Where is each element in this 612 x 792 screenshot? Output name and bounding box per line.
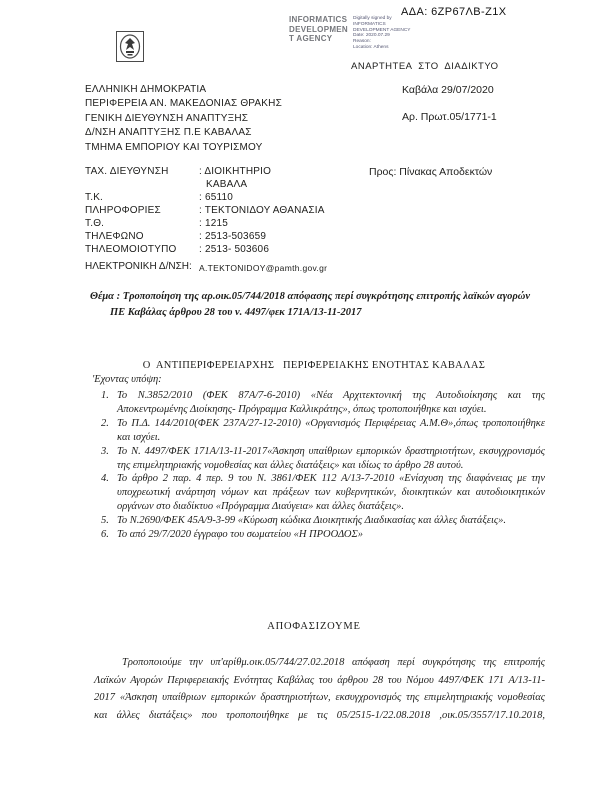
- authority-line: ΤΜΗΜΑ ΕΜΠΟΡΙΟΥ ΚΑΙ ΤΟΥΡΙΣΜΟΥ: [85, 141, 263, 153]
- stamp-detail-line: Date: 2020.07.29: [353, 33, 390, 39]
- legal-basis-list: [101, 389, 545, 542]
- list-item-number: 4.: [101, 473, 109, 485]
- contact-row: [85, 178, 325, 191]
- ada-number: ΑΔΑ: 6ΖΡ67ΛΒ-Ζ1Χ: [401, 6, 507, 18]
- decision-heading: ΑΠΟΦΑΣΙΖΟΥΜΕ: [267, 621, 361, 632]
- email-address: A.TEKTONIDOY@pamth.gov.gr: [199, 263, 328, 273]
- contact-label: Τ.Κ.: [85, 192, 104, 203]
- email-label: ΗΛΕΚΤΡΟΝΙΚΗ Δ/ΝΣΗ:: [85, 261, 192, 272]
- list-item-number: 6.: [101, 529, 109, 541]
- contact-value: : ΔΙΟΙΚΗΤΗΡΙΟ: [199, 166, 272, 177]
- stamp-detail-line: Reason:: [353, 39, 371, 45]
- authority-line: ΕΛΛΗΝΙΚΗ ΔΗΜΟΚΡΑΤΙΑ: [85, 84, 207, 95]
- list-item: [101, 514, 545, 528]
- contact-value: : 2513- 503606: [199, 244, 270, 255]
- list-item: [101, 389, 545, 417]
- having-regard-heading: 'Εχοντας υπόψη:: [92, 374, 162, 385]
- list-item: [101, 445, 545, 473]
- protocol-number: Αρ. Πρωτ.05/1771-1: [402, 111, 497, 123]
- stamp-agency-line: DEVELOPMEN: [289, 24, 349, 34]
- issuing-authority-block: [85, 83, 282, 155]
- contact-label: ΠΛΗΡΟΦΟΡΙΕΣ: [85, 205, 161, 216]
- list-item: [101, 472, 545, 514]
- authority-line: Δ/ΝΣΗ ΑΝΑΠΤΥΞΗΣ Π.Ε ΚΑΒΑΛΑΣ: [85, 127, 252, 139]
- stamp-agency-line: T AGENCY: [289, 34, 333, 43]
- list-item-text: Το Ν. 4497/ΦΕΚ 171Α/13-11-2017«Άσκηση υπαίθριων εμπορικών δραστηριοτήτων, εκσυγχρονισμός της επιμελητηριακής νομοθεσίας και άλλες διατάξεις» και ιδίως το άρθρο 28 αυτού.: [117, 445, 545, 471]
- email-row: [85, 261, 327, 273]
- recipient-line: Προς: Πίνακας Αποδεκτών: [369, 166, 493, 178]
- list-item-text: Το από 29/7/2020 έγγραφο του σωματείου «Η ΠΡΟΟΔΟΣ»: [117, 529, 363, 541]
- list-item-number: 2.: [101, 417, 109, 429]
- contact-row: [85, 165, 325, 178]
- list-item: [101, 528, 545, 542]
- contact-label: [85, 178, 199, 191]
- contact-row: [85, 217, 325, 230]
- decision-paragraph: Τροποποιούμε την υπ'αρίθμ.οικ.05/744/27.02.2018 απόφαση περί συγκρότησης της επιτροπής Λαϊκών Αγορών Περιφερειακής Ενότητας Καβάλας του άρθρου 28 του Νόμου 4497/ΦΕΚ 171 Α/13-11-2017 «Άσκηση υπαίθριων εμπορικών δραστηριοτήτων, εκσυγχρονισμός της επιμελητηριακής νομοθεσίας και άλλες διατάξεις» που τροποποιήθηκε με τις 05/2515-1/22.08.2018 ,οικ.05/3557/17.10.2018,: [94, 657, 545, 721]
- list-item-text: Το Π.Δ. 144/2010(ΦΕΚ 237Α/27-12-2010) «Οργανισμός Περιφέρειας Α.Μ.Θ»,όπως τροποποιήθηκε και ισχύει.: [117, 417, 545, 443]
- stamp-agency-name: [289, 15, 348, 51]
- contact-label: ΤΗΛΕΦΩΝΟ: [85, 231, 144, 242]
- web-posting-notice: ΑΝΑΡΤΗΤΕΑ ΣΤΟ ΔΙΑΔΙΚΤΥΟ: [351, 61, 499, 72]
- place-and-date: Καβάλα 29/07/2020: [402, 84, 494, 96]
- subject-line: Θέμα : Τροποποίηση της αρ.οικ.05/744/2018 απόφασης περί συγκρότησης επιτροπής λαϊκών αγορών ΠΕ Καβάλας άρθρου 28 του ν. 4497/φεκ 171Α/13-11-2017: [90, 291, 531, 318]
- contact-label: ΤΑΧ. ΔΙΕΥΘΥΝΣΗ: [85, 166, 169, 177]
- list-item-text: Το Ν.2690/ΦΕΚ 45Α/9-3-99 «Κύρωση κώδικα Διοικητικής Διαδικασίας και άλλες διατάξεις».: [117, 515, 507, 527]
- contact-value: : 1215: [199, 218, 229, 229]
- contact-row: [85, 204, 325, 217]
- contact-label: ΤΗΛΕΟΜΟΙΟΤΥΠΟ: [85, 244, 177, 255]
- stamp-detail-line: INFORMATICS: [353, 21, 386, 27]
- list-item-number: 5.: [101, 515, 109, 527]
- contact-row: [85, 230, 325, 243]
- contact-row: [85, 243, 325, 256]
- stamp-detail-line: Digitally signed by: [353, 16, 392, 21]
- stamp-detail-line: Location: Athens: [353, 44, 389, 50]
- contact-info-block: [85, 165, 325, 256]
- digital-signature-stamp: [289, 15, 411, 51]
- contact-value: ΚΑΒΑΛΑ: [206, 179, 248, 190]
- contact-value: : 2513-503659: [199, 231, 267, 242]
- contact-label: Τ.Θ.: [85, 218, 105, 229]
- stamp-detail-line: DEVELOPMENT AGENCY: [353, 27, 411, 33]
- list-item: [101, 417, 545, 445]
- list-item-number: 1.: [101, 390, 109, 401]
- authority-line: ΓΕΝΙΚΗ ΔΙΕΥΘΥΝΣΗ ΑΝΑΠΤΥΞΗΣ: [85, 112, 249, 124]
- contact-value: : ΤΕΚΤΟΝΙΔΟΥ ΑΘΑΝΑΣΙΑ: [199, 205, 325, 216]
- list-item-text: Το άρθρο 2 παρ. 4 περ. 9 του Ν. 3861/ΦΕΚ 112 Α/13-7-2010 «Ενίσχυση της διαφάνειας με την υποχρεωτική ανάρτηση νόμων και πράξεων των κυβερνητικών, διοικητικών και αυτοδιοικητικών οργάνων στο διαδίκτυο «Πρόγραμμα Διαύγεια» και άλλες διατάξεις».: [117, 473, 545, 513]
- stamp-signature-details: [353, 15, 411, 51]
- decision-maker-title: Ο ΑΝΤΙΠΕΡΙΦΕΡΕΙΑΡΧΗΣ ΠΕΡΙΦΕΡΕΙΑΚΗΣ ΕΝΟΤΗΤΑΣ ΚΑΒΑΛΑΣ: [142, 360, 486, 371]
- stamp-agency-line: INFORMATICS: [289, 15, 348, 24]
- authority-line: ΠΕΡΙΦΕΡΕΙΑ ΑΝ. ΜΑΚΕΔΟΝΙΑΣ ΘΡΑΚΗΣ: [85, 98, 282, 110]
- list-item-text: Το Ν.3852/2010 (ΦΕΚ 87Α/7-6-2010) «Νέα Αρχιτεκτονική της Αυτοδιοίκησης και της Αποκεντρωμένης Διοίκησης- Πρόγραμμα Καλλικράτης», όπως τροποποιήθηκε και ισχύει.: [117, 390, 545, 415]
- list-item-number: 3.: [101, 445, 109, 457]
- contact-value: : 65110: [199, 192, 234, 203]
- hellenic-republic-emblem-icon: [116, 31, 144, 62]
- contact-row: [85, 191, 325, 204]
